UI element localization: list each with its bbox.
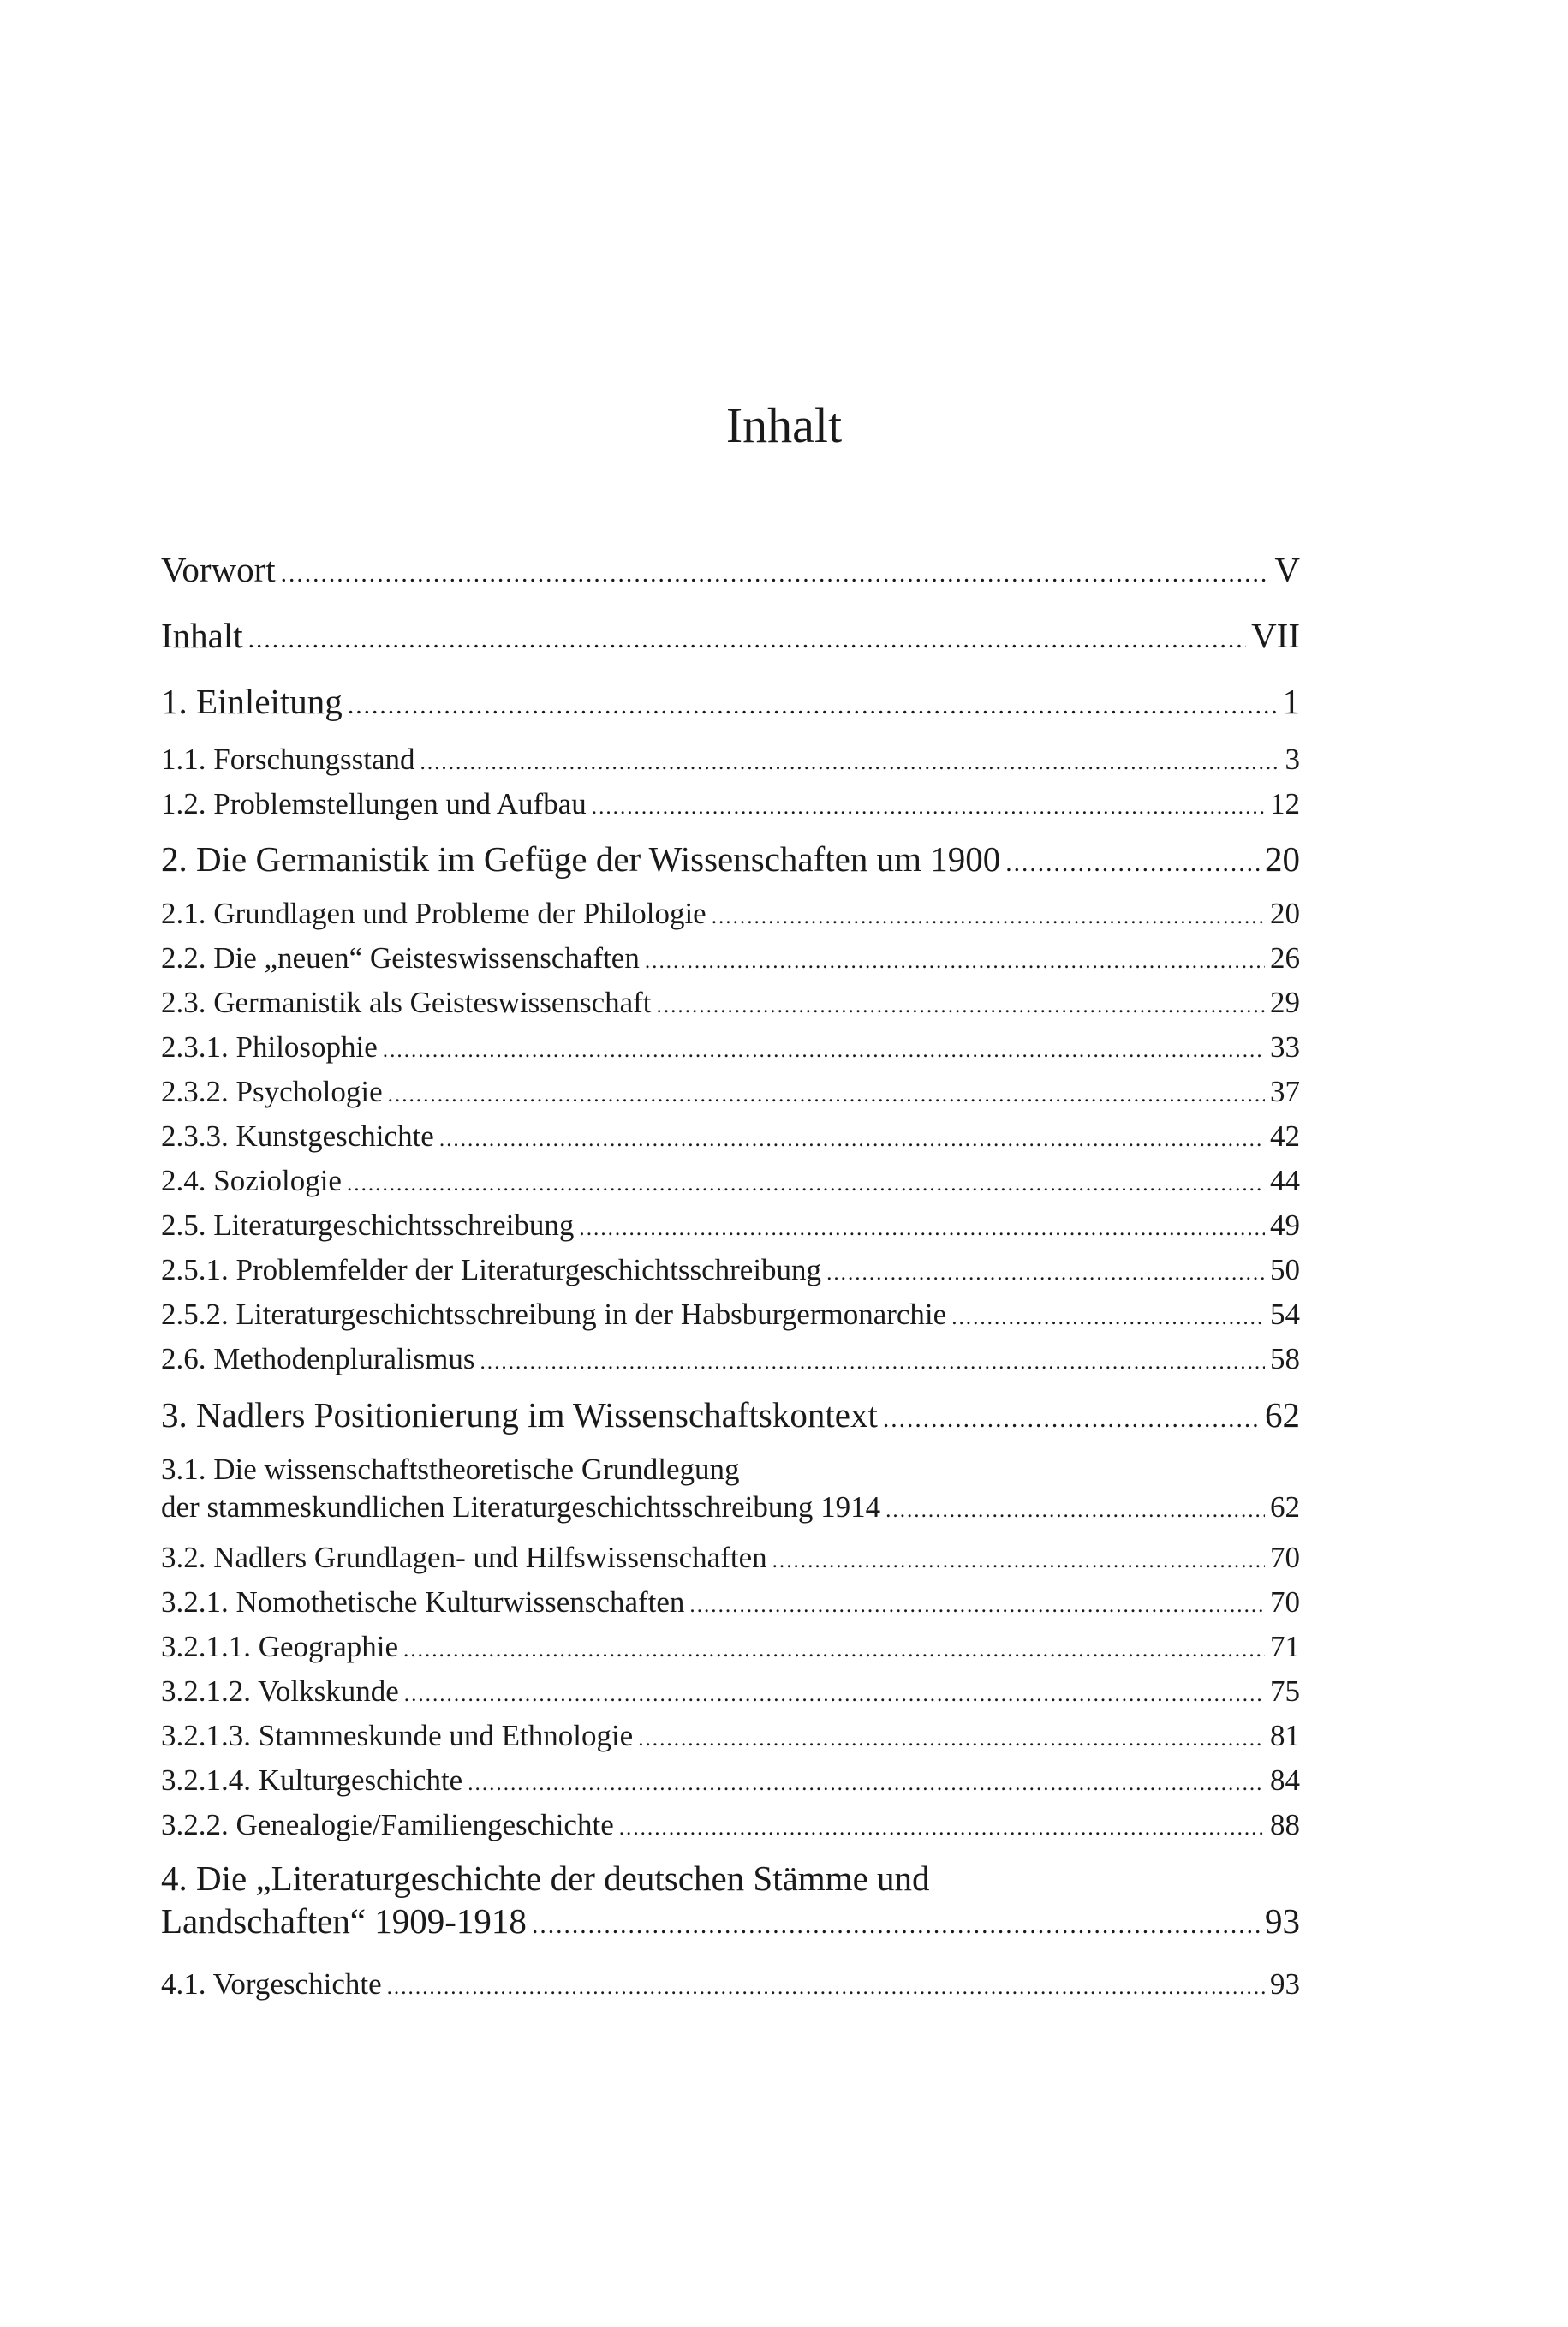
toc-entry-title: 1.2. Problemstellungen und Aufbau [161, 787, 587, 820]
toc-entry-title: 2.1. Grundlagen und Probleme der Philologie [161, 897, 706, 930]
toc-entry-title: 1. Einleitung [161, 682, 343, 721]
toc-entry-title: 2.5.1. Problemfelder der Literaturgeschichtsschreibung [161, 1253, 822, 1286]
toc-entry-page: 70 [1270, 1541, 1300, 1574]
toc-entry-page: 50 [1270, 1253, 1300, 1286]
toc-entry-title: der stammeskundlichen Literaturgeschichtsschreibung 1914 [161, 1490, 881, 1524]
toc-entry-page: 93 [1265, 1901, 1300, 1941]
toc-entry [161, 1162, 1300, 1203]
dot-leader [638, 1721, 1265, 1758]
toc-entry-title: Inhalt [161, 616, 243, 655]
toc-entry-page: 88 [1270, 1808, 1300, 1841]
toc-entry-title: 2.5.2. Literaturgeschichtsschreibung in der Habsburgermonarchie [161, 1298, 947, 1331]
toc-entry-page: V [1274, 550, 1300, 589]
toc-entry-page: 62 [1270, 1490, 1300, 1524]
dot-leader [404, 1676, 1265, 1714]
page-title: Inhalt [725, 397, 843, 453]
toc-entry [161, 984, 1300, 1025]
toc-entry [161, 1717, 1300, 1758]
toc-entry-title: 3.2.1.3. Stammeskunde und Ethnologie [161, 1719, 634, 1752]
dot-leader [579, 1210, 1265, 1248]
dot-leader [772, 1542, 1265, 1580]
toc-entry-page: 84 [1270, 1763, 1300, 1797]
dot-leader [712, 898, 1265, 936]
dot-leader [592, 789, 1265, 826]
toc-entry [161, 1340, 1300, 1381]
toc-entry [161, 1393, 1300, 1441]
toc-entry [161, 1673, 1300, 1714]
dot-leader [1005, 842, 1260, 885]
toc-entry [161, 1118, 1300, 1159]
toc-entry [161, 614, 1300, 661]
dot-leader [480, 1344, 1266, 1381]
toc-entry [161, 838, 1300, 885]
toc-entry-title: 2.3.2. Psychologie [161, 1075, 383, 1108]
toc-entry-page: 44 [1270, 1164, 1300, 1197]
toc-entry-title: 2.3. Germanistik als Geisteswissenschaft [161, 986, 652, 1019]
toc-entry-page: 62 [1265, 1395, 1300, 1435]
toc-entry-page: 71 [1270, 1630, 1300, 1663]
toc-entry [161, 1857, 1300, 1947]
dot-leader [248, 618, 1246, 661]
toc-entry-page: 70 [1270, 1585, 1300, 1619]
toc-entry-title: 2.5. Literaturgeschichtsschreibung [161, 1208, 575, 1242]
toc-entry-title: 2.3.1. Philosophie [161, 1030, 378, 1064]
toc-entry-page: 49 [1270, 1208, 1300, 1242]
toc-entry-title: 2. Die Germanistik im Gefüge der Wissenschaften um 1900 [161, 839, 1001, 879]
toc-entry-page: VII [1251, 616, 1300, 655]
toc-entry [161, 895, 1300, 936]
dot-leader [468, 1765, 1265, 1803]
toc-entry-page: 54 [1270, 1298, 1300, 1331]
toc-entry [161, 680, 1300, 727]
toc-entry [161, 1207, 1300, 1248]
toc-entry-page: 81 [1270, 1719, 1300, 1752]
toc-entry-page: 42 [1270, 1119, 1300, 1153]
toc-entry-title: 2.2. Die „neuen“ Geisteswissenschaften [161, 941, 640, 975]
toc-entry-page: 37 [1270, 1075, 1300, 1108]
toc-entry [161, 1296, 1300, 1337]
toc-entry-title: 3.2.1.4. Kulturgeschichte [161, 1763, 463, 1797]
toc-entry-page: 58 [1270, 1342, 1300, 1375]
toc-entry-title: 3. Nadlers Positionierung im Wissenschaftskontext [161, 1395, 878, 1435]
toc-entry-title: 2.3.3. Kunstgeschichte [161, 1119, 434, 1153]
dot-leader [347, 1166, 1265, 1203]
toc-entry-page: 75 [1270, 1674, 1300, 1708]
toc-entry [161, 1251, 1300, 1292]
toc-entry-title: 3.2.1. Nomothetische Kulturwissenschaften [161, 1585, 685, 1619]
toc-entry [161, 548, 1300, 595]
toc-entry [161, 1029, 1300, 1070]
toc-entry-page: 20 [1265, 839, 1300, 879]
toc-entry-page: 12 [1270, 787, 1300, 820]
toc-entry-page: 93 [1270, 1967, 1300, 2001]
dot-leader [420, 744, 1280, 782]
dot-leader [281, 552, 1270, 595]
toc-entry-page: 20 [1270, 897, 1300, 930]
toc-entry-title: 4.1. Vorgeschichte [161, 1967, 382, 2001]
toc-entry-title: 2.4. Soziologie [161, 1164, 342, 1197]
toc-entry-title: Landschaften“ 1909-1918 [161, 1901, 527, 1941]
dot-leader [388, 1077, 1265, 1114]
toc-entry [161, 1806, 1300, 1847]
dot-leader [883, 1398, 1260, 1441]
toc-entry-title: 3.2.1.1. Geographie [161, 1630, 399, 1663]
toc-entry [161, 1966, 1300, 2007]
dot-leader [689, 1587, 1265, 1625]
dot-leader [439, 1121, 1265, 1159]
dot-leader [645, 943, 1265, 981]
toc-entry-title: 1.1. Forschungsstand [161, 743, 415, 776]
toc-entry-title: 3.2.2. Genealogie/Familiengeschichte [161, 1808, 614, 1841]
toc-entry [161, 1539, 1300, 1580]
toc-entry [161, 940, 1300, 981]
dot-leader [657, 987, 1265, 1025]
toc-entry-title-line1: 4. Die „Literaturgeschichte der deutschen Stämme und [161, 1859, 930, 1898]
toc-entry [161, 1628, 1300, 1669]
toc-entry-page: 26 [1270, 941, 1300, 975]
toc-entry-page: 1 [1282, 682, 1300, 721]
toc-entry-title: 3.2.1.2. Volkskunde [161, 1674, 399, 1708]
dot-leader [348, 684, 1278, 727]
toc-entry [161, 741, 1300, 782]
toc-entry [161, 1762, 1300, 1803]
toc-entry [161, 1451, 1300, 1530]
toc-entry-page: 33 [1270, 1030, 1300, 1064]
toc-entry-title: Vorwort [161, 550, 276, 589]
dot-leader [387, 1969, 1265, 2007]
toc-entry-title: 3.2. Nadlers Grundlagen- und Hilfswissenschaften [161, 1541, 767, 1574]
toc-entry [161, 1584, 1300, 1625]
toc-entry-page: 29 [1270, 986, 1300, 1019]
toc-entry-title-line1: 3.1. Die wissenschaftstheoretische Grundlegung [161, 1453, 740, 1486]
dot-leader [532, 1904, 1260, 1947]
toc-entry [161, 1073, 1300, 1114]
dot-leader [826, 1255, 1265, 1292]
dot-leader [383, 1032, 1265, 1070]
dot-leader [619, 1810, 1265, 1847]
dot-leader [403, 1632, 1265, 1669]
dot-leader [951, 1299, 1265, 1337]
toc-entry [161, 785, 1300, 826]
dot-leader [885, 1492, 1265, 1530]
toc-entry-page: 3 [1285, 743, 1300, 776]
toc-entry-title: 2.6. Methodenpluralismus [161, 1342, 475, 1375]
